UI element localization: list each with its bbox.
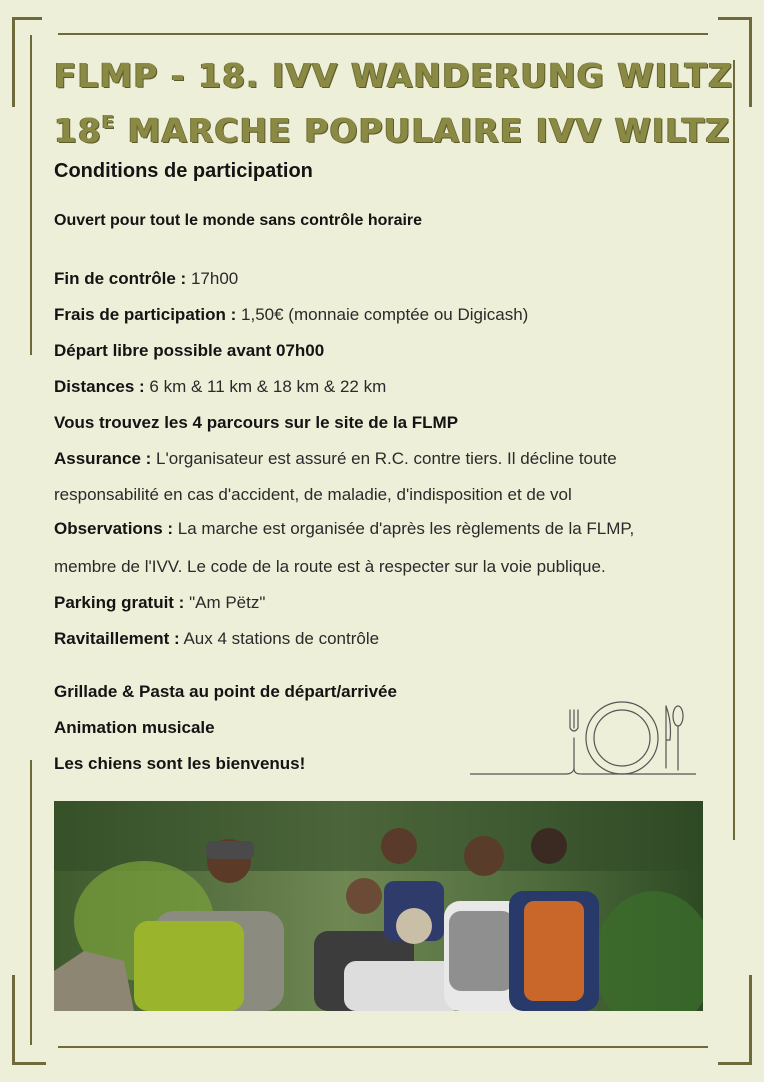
observations bbox=[54, 519, 634, 539]
title-line-2-text: MARCHE POPULAIRE IVV WILTZ bbox=[115, 111, 731, 150]
observations-value: La marche est organisée d'après les règlements de la FLMP, bbox=[173, 519, 635, 538]
frame-top-long-h bbox=[58, 33, 708, 35]
frame-bottom-left-v bbox=[12, 975, 15, 1065]
distances-label: Distances : bbox=[54, 377, 145, 396]
frame-top-right-h bbox=[718, 17, 752, 20]
title-line-2-number: 18 bbox=[54, 111, 102, 150]
frame-bottom-left-h bbox=[12, 1062, 46, 1065]
fin-label: Fin de contrôle : bbox=[54, 269, 187, 288]
hikers-photo bbox=[54, 801, 703, 1011]
ravitaillement-label: Ravitaillement : bbox=[54, 629, 180, 648]
plate-fork-knife-spoon-icon bbox=[470, 698, 696, 778]
frame-right-long-v bbox=[733, 60, 735, 840]
parking-value: "Am Pëtz" bbox=[184, 593, 266, 612]
extra-grillade: Grillade & Pasta au point de départ/arrivée bbox=[54, 682, 397, 701]
distances bbox=[54, 377, 386, 397]
title-line-2 bbox=[54, 103, 734, 151]
assurance-value: L'organisateur est assuré en R.C. contre tiers. Il décline toute bbox=[151, 449, 617, 468]
title-line-2-superscript: E bbox=[101, 112, 116, 133]
frame-bottom-right-h bbox=[718, 1062, 752, 1065]
frais-de-participation bbox=[54, 305, 528, 325]
frame-top-left-v bbox=[12, 17, 15, 107]
observations-label: Observations : bbox=[54, 519, 174, 538]
frais-label: Frais de participation : bbox=[54, 305, 237, 324]
distances-value: 6 km & 11 km & 18 km & 22 km bbox=[144, 377, 387, 396]
title-line-1: FLMP - 18. IVV WANDERUNG WILTZ bbox=[54, 56, 734, 95]
ravitaillement-value: Aux 4 stations de contrôle bbox=[179, 629, 380, 648]
observations-continued: membre de l'IVV. Le code de la route est à respecter sur la voie publique. bbox=[54, 557, 606, 576]
frame-bottom-long-h bbox=[58, 1046, 708, 1048]
assurance bbox=[54, 449, 617, 469]
extra-chiens: Les chiens sont les bienvenus! bbox=[54, 754, 306, 773]
parcours-info: Vous trouvez les 4 parcours sur le site de la FLMP bbox=[54, 413, 459, 432]
frame-top-right-v bbox=[749, 17, 752, 107]
assurance-label: Assurance : bbox=[54, 449, 152, 468]
extra-animation: Animation musicale bbox=[54, 718, 215, 737]
ravitaillement bbox=[54, 629, 379, 649]
assurance-continued: responsabilité en cas d'accident, de maladie, d'indisposition et de vol bbox=[54, 485, 572, 504]
fin-de-controle bbox=[54, 269, 238, 289]
parking-label: Parking gratuit : bbox=[54, 593, 185, 612]
frais-value: 1,50€ (monnaie comptée ou Digicash) bbox=[236, 305, 529, 324]
frame-bottom-right-v bbox=[749, 975, 752, 1065]
depart-libre: Départ libre possible avant 07h00 bbox=[54, 341, 325, 360]
fin-value: 17h00 bbox=[186, 269, 239, 288]
section-heading: Conditions de participation bbox=[54, 160, 313, 182]
parking bbox=[54, 593, 265, 613]
frame-top-long-v-left bbox=[30, 35, 32, 355]
open-line: Ouvert pour tout le monde sans contrôle horaire bbox=[54, 212, 423, 229]
frame-left-long-v-bottom bbox=[30, 760, 32, 1045]
frame-top-left-h bbox=[12, 17, 42, 20]
